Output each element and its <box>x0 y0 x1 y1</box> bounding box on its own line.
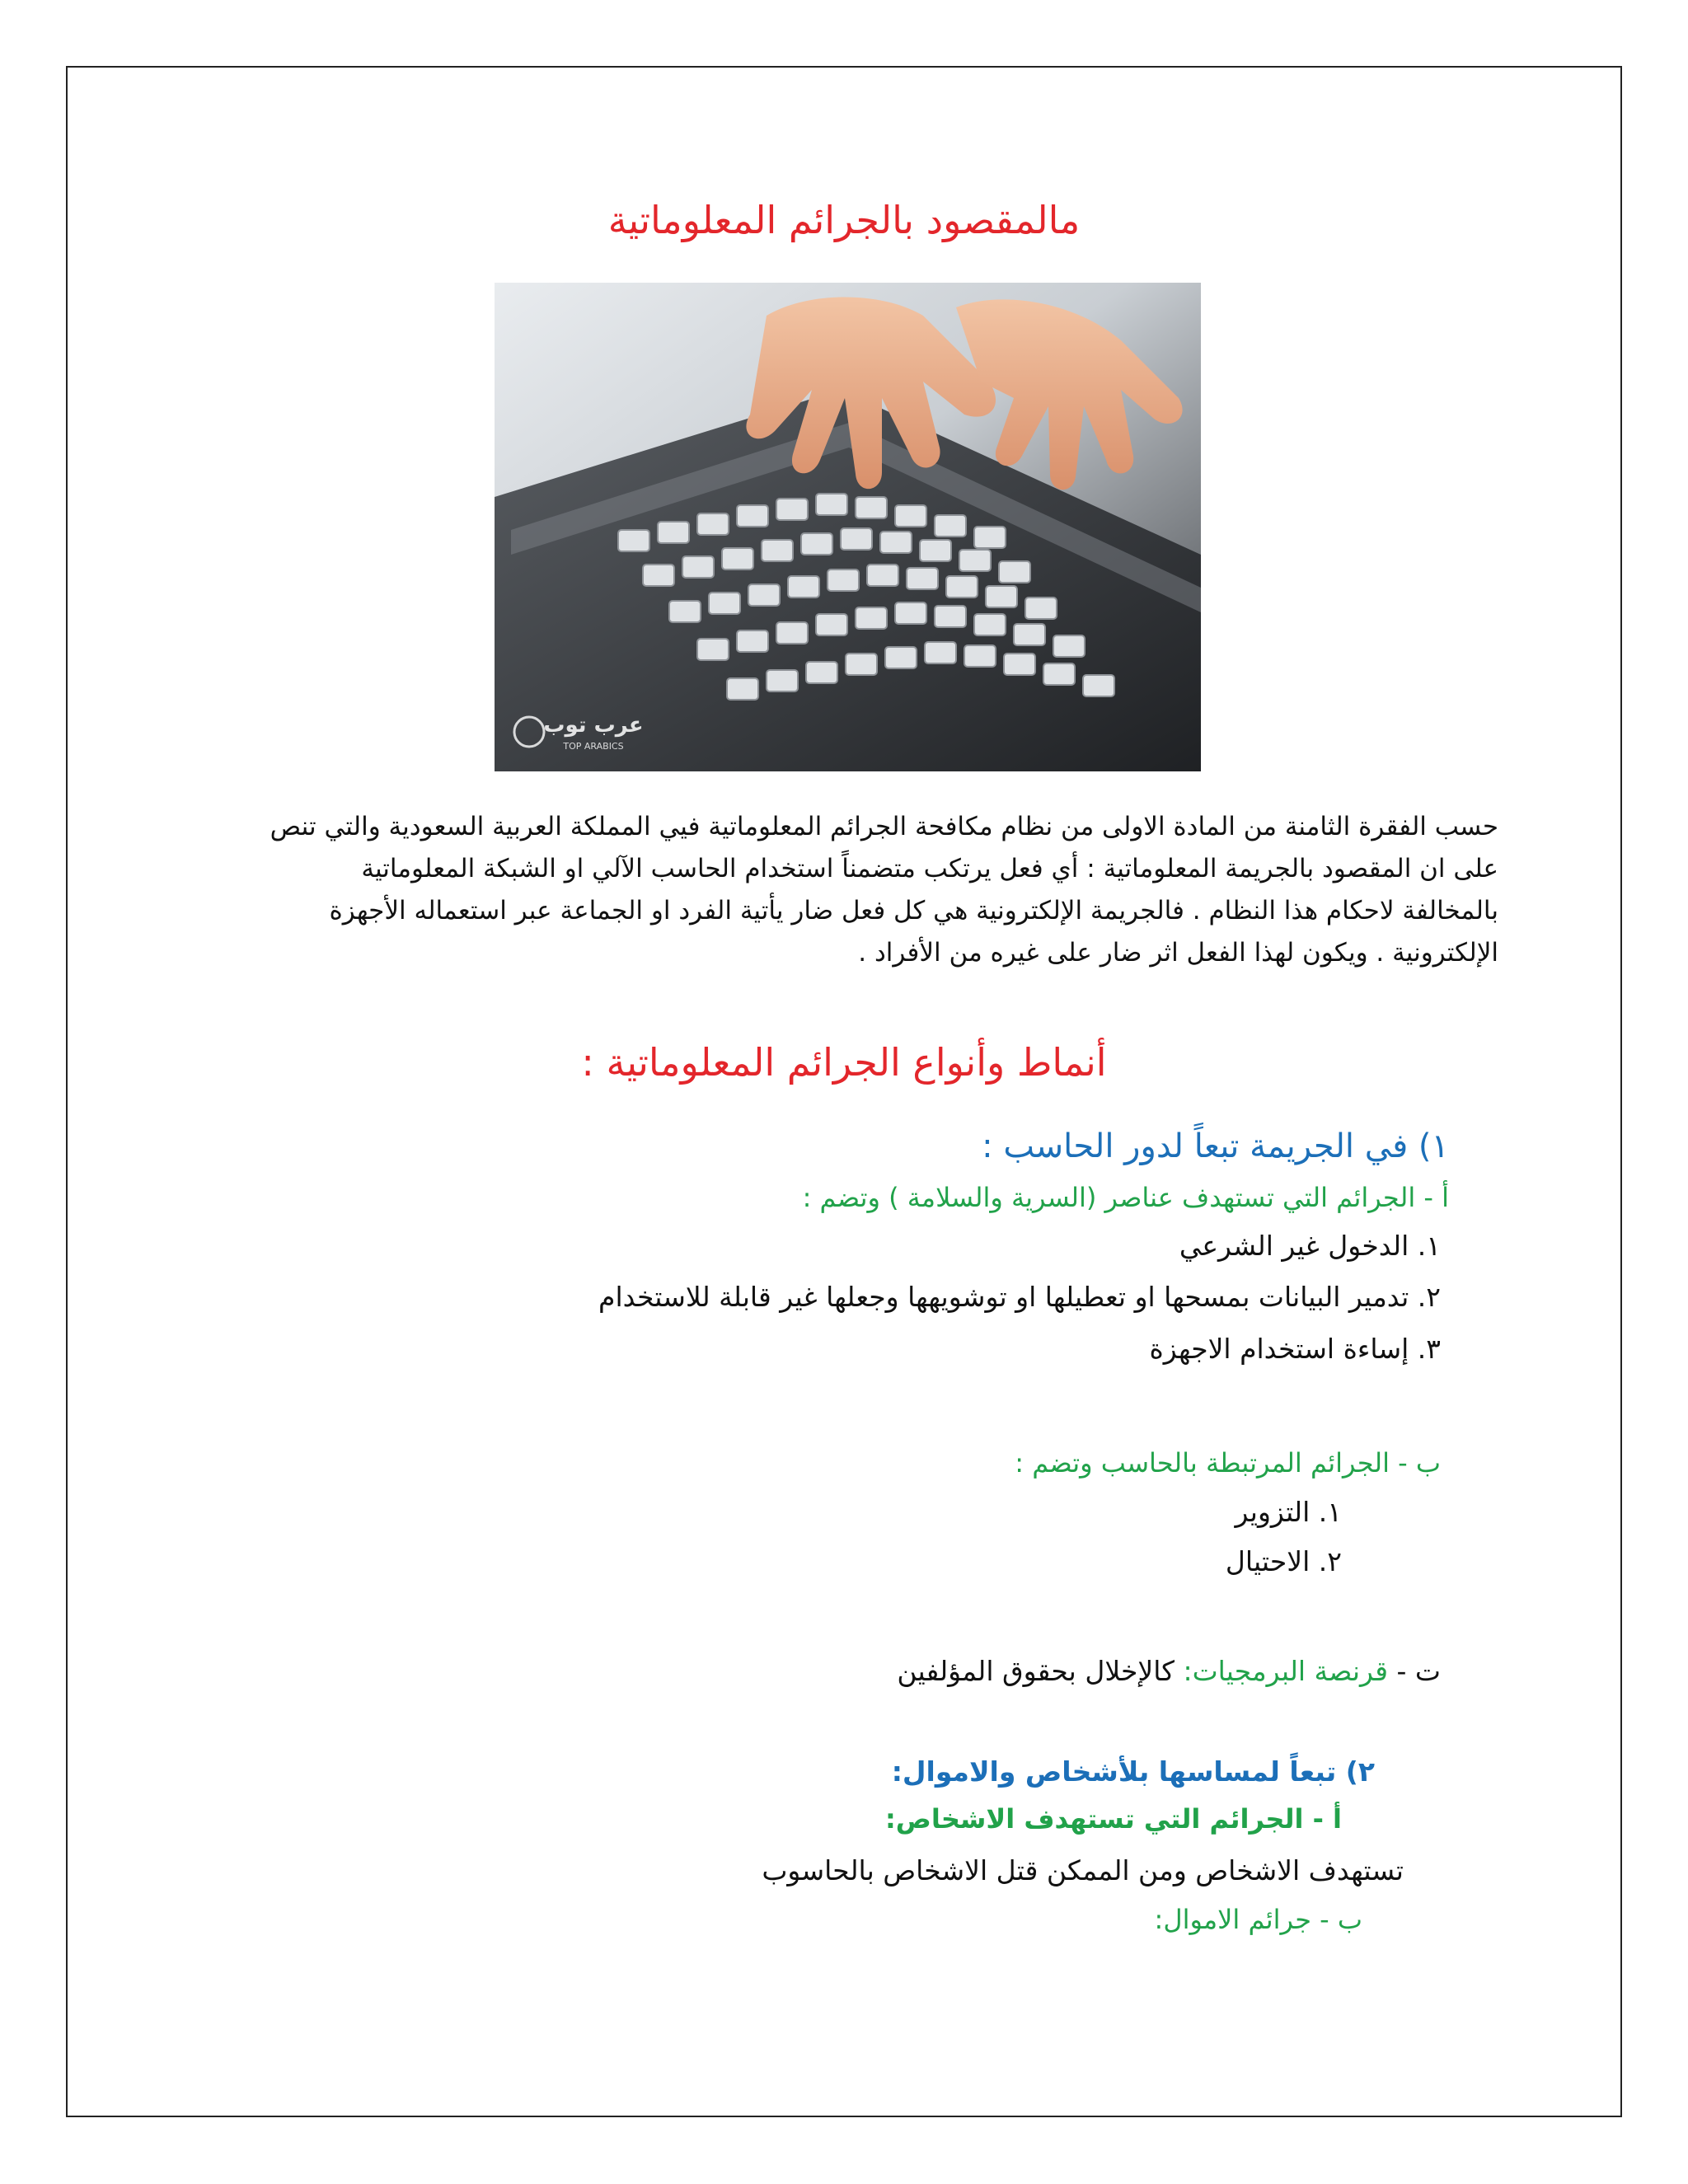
item-text: تدمير البيانات بمسحها او تعطيلها او توشويهها وجعلها غير قابلة للاستخدام <box>598 1281 1409 1313</box>
section1-b-item-1 <box>1236 1496 1342 1528</box>
sub-t-prefix: ت - <box>1388 1655 1441 1687</box>
intro-line: بالمخالفة لاحكام هذا النظام . فالجريمة الإلكترونية هي كل فعل ضار يأتية الفرد او الجماعة عبر استعماله الأجهزة <box>329 896 1498 926</box>
page-title: مالمقصود بالجرائم المعلوماتية <box>607 198 1081 242</box>
item-number: ٢. <box>1417 1281 1441 1313</box>
item-number: ١. <box>1318 1496 1342 1528</box>
sub-t-text: كالإخلال بحقوق المؤلفين <box>897 1655 1184 1687</box>
section1-heading: ١) في الجريمة تبعاً لدور الحاسب : <box>982 1127 1449 1165</box>
item-text: الاحتيال <box>1225 1545 1311 1577</box>
intro-line: على ان المقصود بالجريمة المعلوماتية : أي فعل يرتكب متضمناً استخدام الحاسب الآلي او الشبكة المعلوماتية <box>361 854 1498 883</box>
section1-item-1 <box>1179 1230 1441 1262</box>
section1-item-3 <box>1150 1333 1442 1365</box>
section2-sub-b: ب - جرائم الاموال: <box>1154 1904 1362 1935</box>
keyboard-hands-photo <box>495 283 1201 771</box>
item-text: إساءة استخدام الاجهزة <box>1149 1333 1409 1365</box>
intro-paragraph <box>214 806 1498 974</box>
intro-line: حسب الفقرة الثامنة من المادة الاولى من نظام مكافحة الجرائم المعلوماتية فيي المملكة العربية السعودية والتي تنص <box>270 812 1498 841</box>
section1-sub-t <box>897 1655 1441 1687</box>
section2-sub-a-text: تستهدف الاشخاص ومن الممكن قتل الاشخاص بالحاسوب <box>762 1854 1404 1886</box>
intro-line: الإلكترونية . ويكون لهذا الفعل اثر ضار على غيره من الأفراد . <box>858 938 1498 968</box>
item-number: ٢. <box>1318 1545 1342 1577</box>
section1-sub-a: أ - الجرائم التي تستهدف عناصر (السرية والسلامة ) وتضم : <box>802 1182 1449 1213</box>
item-text: الدخول غير الشرعي <box>1179 1230 1409 1262</box>
item-text: التزوير <box>1235 1496 1311 1528</box>
sub-t-label: قرنصة البرمجيات: <box>1183 1655 1389 1687</box>
section-heading: أنماط وأنواع الجرائم المعلوماتية : <box>581 1040 1107 1085</box>
photo-watermark: عرب توب <box>543 713 644 738</box>
section2-sub-a: أ - الجرائم التي تستهدف الاشخاص: <box>884 1803 1342 1835</box>
section1-item-2 <box>598 1281 1441 1313</box>
item-number: ٣. <box>1417 1333 1441 1365</box>
section1-b-item-2 <box>1226 1545 1342 1577</box>
section2-heading: ٢) تبعاً لمساسها بلأشخاص والاموال: <box>891 1755 1375 1788</box>
photo-watermark-subtext: TOP ARABICS <box>563 741 624 752</box>
section1-sub-b: ب - الجرائم المرتبطة بالحاسب وتضم : <box>1015 1447 1441 1479</box>
item-number: ١. <box>1417 1230 1441 1262</box>
